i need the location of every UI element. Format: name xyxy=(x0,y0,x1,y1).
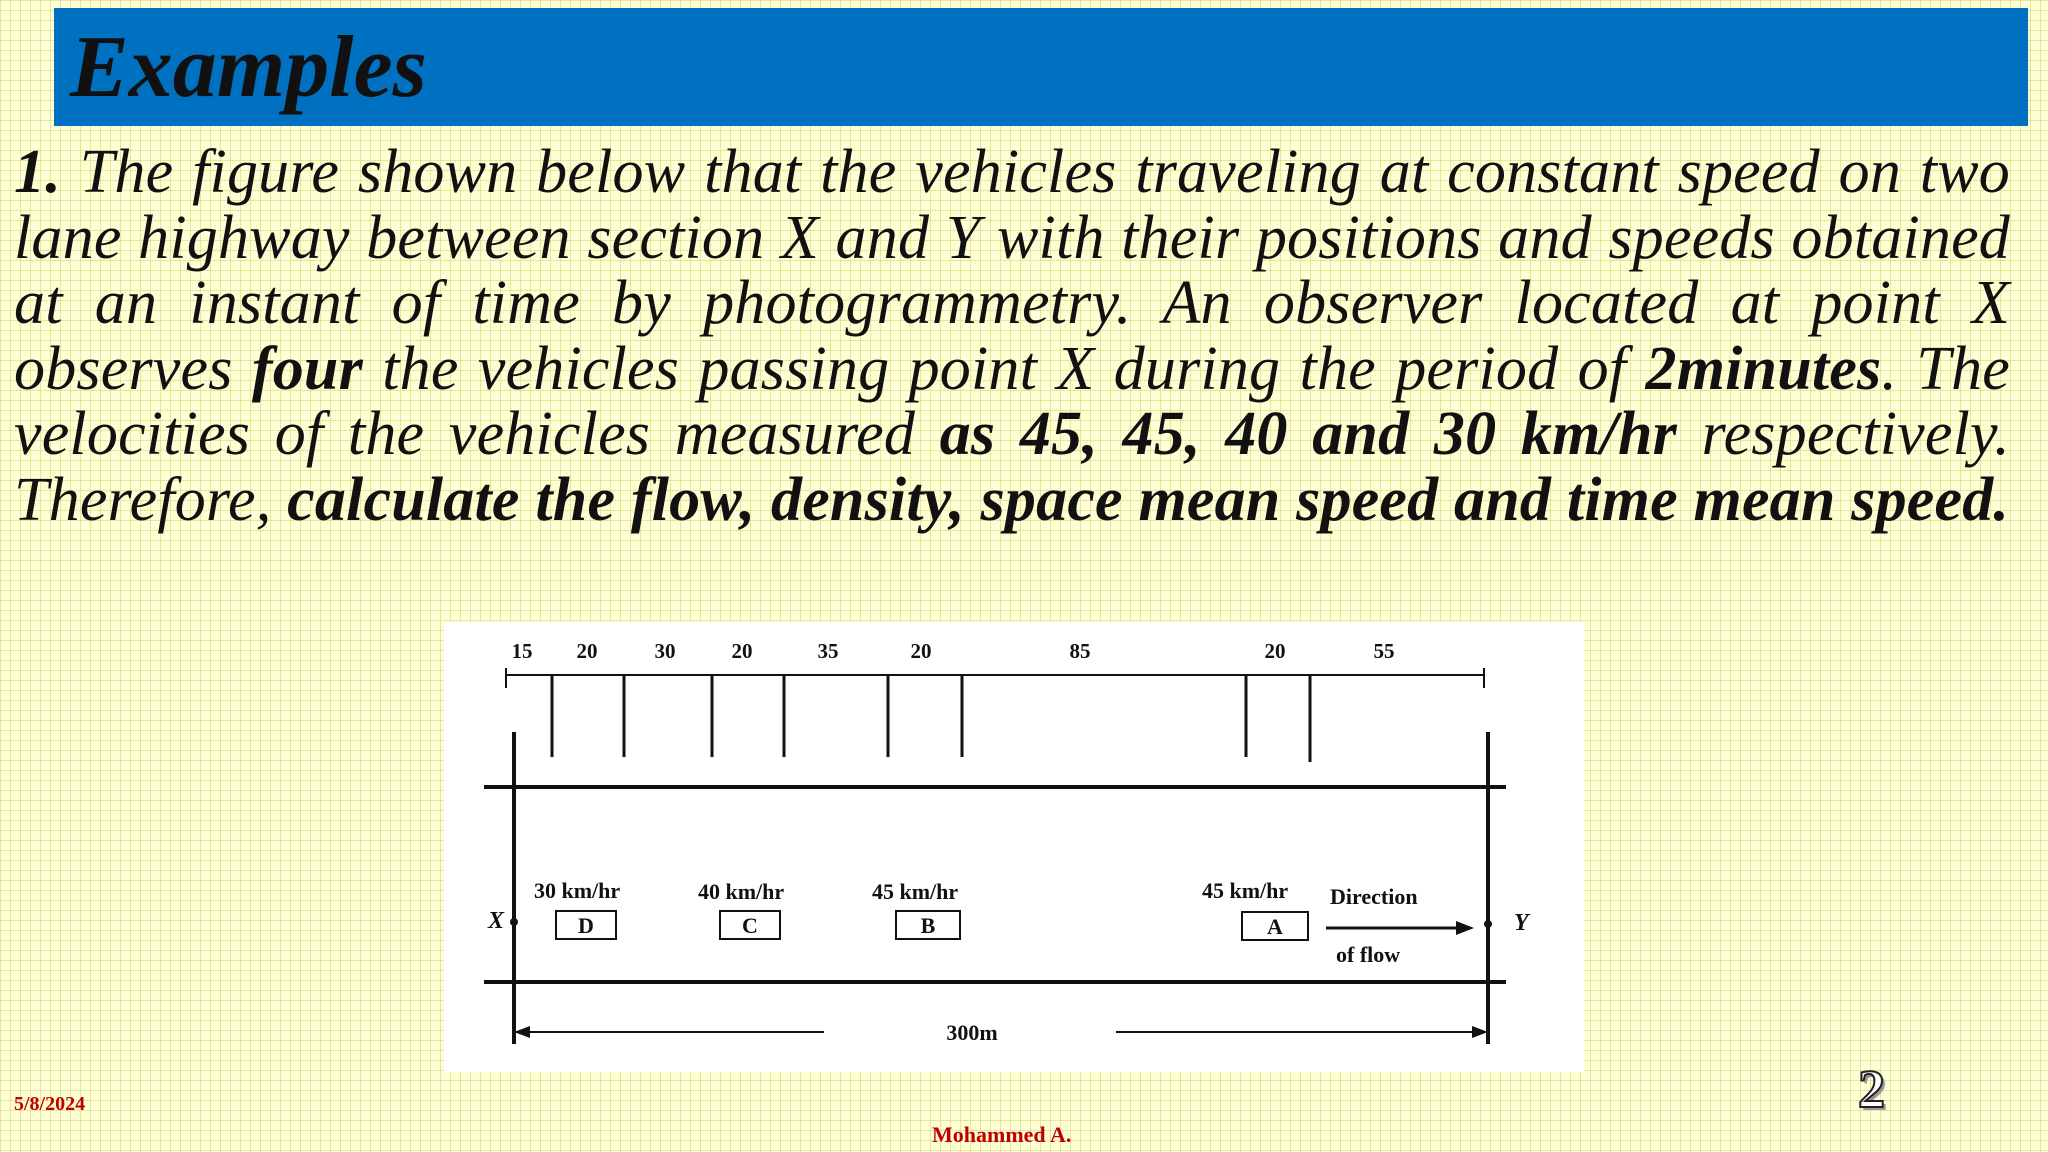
vehicle-c-speed: 40 km/hr xyxy=(698,879,785,904)
highway-diagram xyxy=(444,622,1584,1072)
spacing-label-7: 85 xyxy=(1069,639,1091,663)
spacing-label-9: 55 xyxy=(1373,639,1395,663)
section-y-label: Y xyxy=(1514,910,1529,936)
slide-author: Mohammed A. xyxy=(932,1122,1072,1147)
vehicle-d-speed: 30 km/hr xyxy=(534,878,621,903)
page-number: 2 xyxy=(1858,1059,1885,1119)
problem-number: 1. xyxy=(14,138,61,206)
problem-bold-task: calculate the flow, density, space mean speed and time mean speed. xyxy=(287,465,2010,534)
total-length-arrow-left-icon xyxy=(514,1026,530,1038)
problem-text-3: . The velocities of the vehicles measured xyxy=(14,334,2010,468)
vehicle-b-label: B xyxy=(920,913,936,938)
spacing-label-4: 20 xyxy=(731,639,753,663)
vehicle-b-speed: 45 km/hr xyxy=(872,879,959,904)
title-bar xyxy=(54,8,2028,126)
direction-label: Direction xyxy=(1330,884,1418,909)
problem-text-2: the vehicles passing point X during the period of xyxy=(362,334,1646,403)
direction-arrow-icon xyxy=(1326,921,1474,935)
section-y-point xyxy=(1484,920,1492,928)
spacing-label-3: 30 xyxy=(654,639,676,663)
spacing-label-8: 20 xyxy=(1264,639,1286,663)
total-length-arrow-right-icon xyxy=(1472,1026,1488,1038)
spacing-label-6: 20 xyxy=(910,639,932,663)
slide-date: 5/8/2024 xyxy=(14,1093,86,1115)
highway-figure xyxy=(444,622,1584,1072)
vehicle-a-speed: 45 km/hr xyxy=(1202,878,1289,903)
spacing-label-2: 20 xyxy=(576,639,598,663)
section-x-label: X xyxy=(488,908,505,934)
slide-title: Examples xyxy=(70,19,427,116)
vehicle-a-label: A xyxy=(1267,914,1283,939)
vehicle-d-label: D xyxy=(578,913,594,938)
spacing-label-1: 15 xyxy=(511,639,533,663)
section-x-point xyxy=(510,918,518,926)
spacing-label-5: 35 xyxy=(817,639,839,663)
problem-statement xyxy=(14,140,2010,533)
problem-bold-duration: 2minutes xyxy=(1645,334,1882,403)
problem-bold-velocities: as 45, 45, 40 and 30 km/hr xyxy=(939,400,1677,468)
direction-of-flow-label: of flow xyxy=(1336,942,1401,967)
problem-bold-four: four xyxy=(251,334,363,403)
problem-text-1: The figure shown below that the vehicles traveling at constant speed on two lane highway between section X and Y with their positions and speeds obtained at an instant of time by photogrammetry. An observer located at point X observes xyxy=(14,138,2010,403)
total-length-label: 300m xyxy=(946,1020,998,1045)
problem-text-4: respectively. Therefore, xyxy=(14,400,2011,534)
vehicle-c-label: C xyxy=(742,913,758,938)
